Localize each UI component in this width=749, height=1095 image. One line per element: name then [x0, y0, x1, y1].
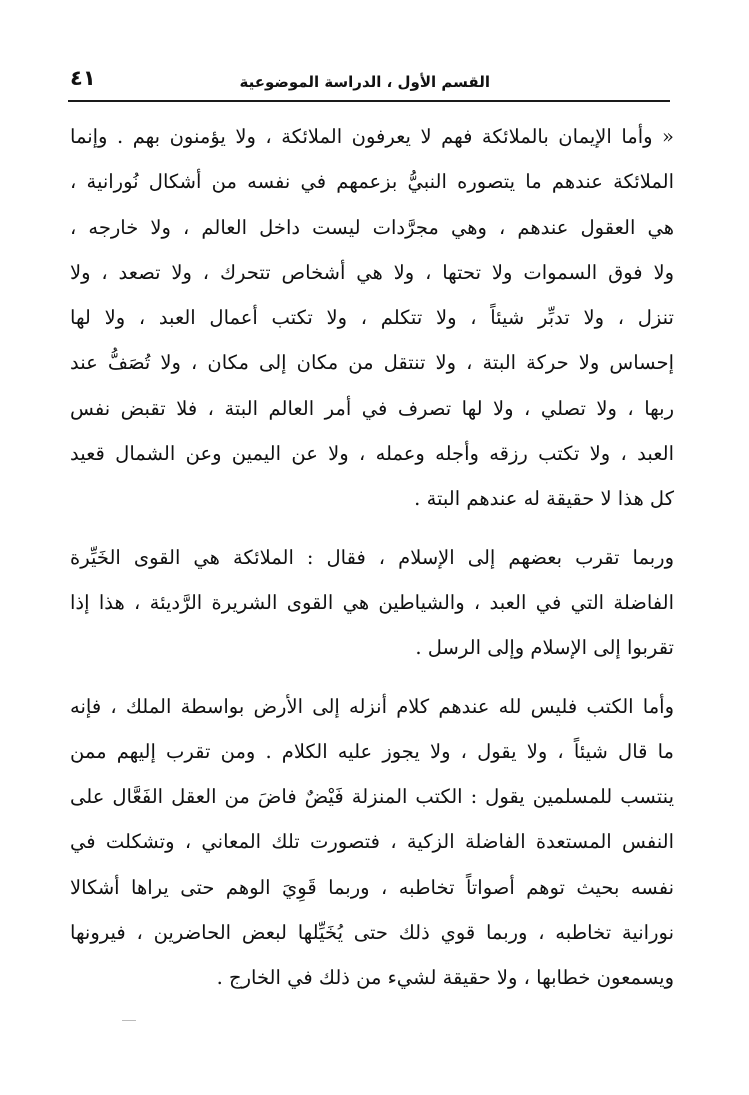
text-line: تنزل ، ولا تدبِّر شيئاً ، ولا تتكلم ، ولا تكتب أعمال العبد ، ولا لها [70, 306, 674, 330]
text-line: إحساس ولا حركة البتة ، ولا تنتقل من مكان إلى مكان ، ولا تُصَفُّ عند [70, 351, 674, 375]
text-line: وربما تقرب بعضهم إلى الإسلام ، فقال : الملائكة هي القوى الخَيِّرة [70, 545, 674, 569]
running-header [68, 66, 670, 102]
text-line: العبد ، ولا تكتب رزقه وأجله وعمله ، ولا عن اليمين وعن الشمال قعيد [70, 442, 674, 466]
text-line: تقربوا إلى الإسلام وإلى الرسل . [415, 636, 674, 660]
text-line: النفس المستعدة الفاضلة الزكية ، فتصورت تلك المعاني ، وتشكلت في [70, 830, 674, 854]
page-number: ٤١ [70, 66, 96, 90]
scan-mark [122, 1020, 136, 1021]
text-line: الفاضلة التي في العبد ، والشياطين هي القوى الشريرة الرَّديئة ، هذا إذا [70, 590, 674, 614]
text-line: ولا فوق السموات ولا تحتها ، ولا هي أشخاص تتحرك ، ولا تصعد ، ولا [70, 260, 674, 284]
text-line: الملائكة عندهم ما يتصوره النبيُّ بزعمهم في نفسه من أشكال نُورانية ، [70, 170, 674, 194]
text-line: نورانية تخاطبه ، وربما قوي ذلك حتى يُخَيِّلها لبعض الحاضرين ، فيرونها [70, 921, 674, 945]
text-line: نفسه بحيث توهم أصواتاً تخاطبه ، وربما قَوِيَ الوهم حتى يراها أشكالا [70, 875, 674, 899]
main-text [70, 114, 674, 1001]
text-line: وأما الكتب فليس لله عندهم كلام أنزله إلى الأرض بواسطة الملك ، فإنه [70, 694, 674, 718]
text-line: كل هذا لا حقيقة له عندهم البتة . [414, 487, 674, 511]
text-line: « وأما الإيمان بالملائكة فهم لا يعرفون الملائكة ، ولا يؤمنون بهم . وإنما [70, 125, 674, 148]
text-line: ربها ، ولا تصلي ، ولا لها تصرف في أمر العالم البتة ، فلا تقبض نفس [70, 396, 674, 420]
header-title: القسم الأول ، الدراسة الموضوعية [239, 73, 490, 91]
paragraph-islam [70, 535, 674, 671]
text-line: ويسمعون خطابها ، ولا حقيقة لشيء من ذلك في الخارج . [216, 966, 674, 990]
paragraph-angels [70, 114, 674, 522]
paragraph-books [70, 684, 674, 1001]
text-line: هي العقول عندهم ، وهي مجرَّدات ليست داخل العالم ، ولا خارجه ، [70, 215, 674, 239]
text-line: ينتسب للمسلمين يقول : الكتب المنزلة فَيْضٌ فاضَ من العقل الفَعَّال على [70, 785, 674, 809]
text-line: ما قال شيئاً ، ولا يقول ، ولا يجوز عليه الكلام . ومن تقرب إليهم ممن [70, 739, 674, 763]
